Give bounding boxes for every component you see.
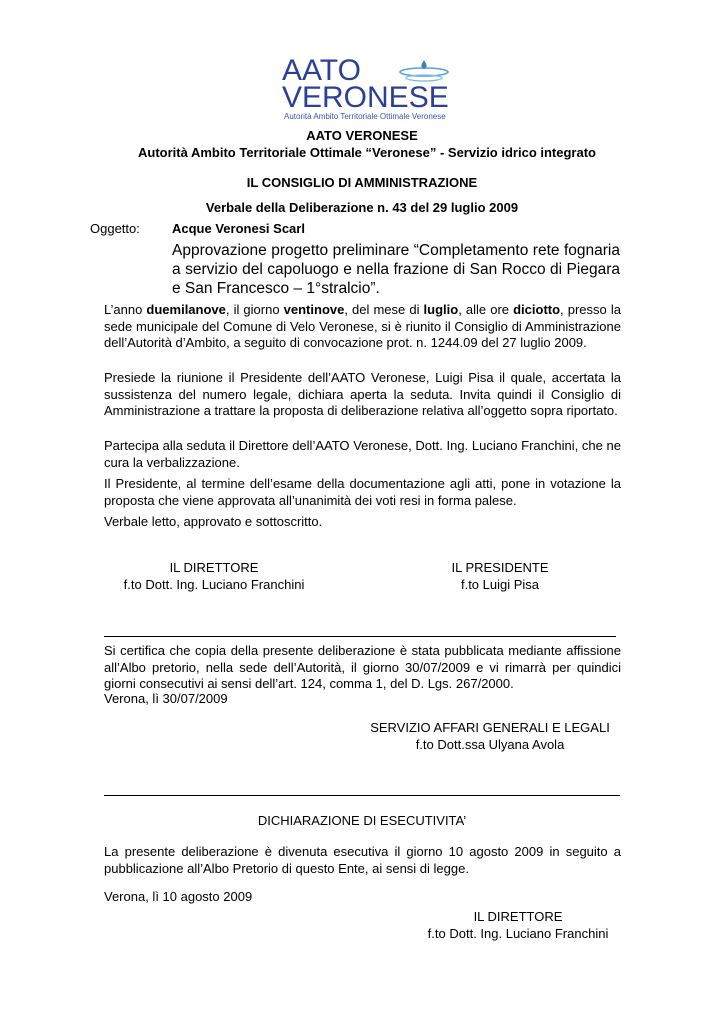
paragraph-meeting: L’anno duemilanove, il giorno ventinove, del mese di luglio, alle ore diciotto, presso la sede municipale del Comune di Velo Veronese, si è riunito il Consiglio di Amministrazione dell’Autorità d’Ambito, a seguito di convocazione prot. n. 1244.09 del 27 luglio 2009.	[104, 302, 621, 350]
director-name: f.to Dott. Ing. Luciano Franchini	[123, 576, 305, 592]
paragraph-vote: Il Presidente, al termine dell’esame della documentazione agli atti, pone in votazione la proposta che viene approvata all’unanimità dei voti resi in forma palese.	[104, 476, 621, 508]
director-signature	[104, 560, 324, 593]
paragraph-approved: Verbale letto, approvato e sottoscritto.	[104, 514, 323, 529]
director-title: IL DIRETTORE	[169, 560, 259, 575]
president-name: f.to Luigi Pisa	[460, 576, 540, 592]
paragraph-director: Partecipa alla seduta il Direttore dell’AATO Veronese, Dott. Ing. Luciano Franchini, che ne cura la verbalizzazione.	[104, 438, 621, 470]
org-heading: AATO VERONESE	[306, 128, 418, 143]
executivity-text: La presente deliberazione è divenuta esecutiva il giorno 10 agosto 2009 in seguito a pubblicazione all’Albo Pretorio di questo Ente, ai sensi di legge.	[104, 844, 621, 876]
executivity-place-date: Verona, lì 10 agosto 2009	[104, 889, 253, 904]
logo-text-aato: AATO	[282, 54, 361, 87]
president-title: IL PRESIDENTE	[451, 560, 549, 575]
certification-signature	[340, 720, 640, 753]
separator-line	[104, 795, 620, 796]
subject-company: Acque Veronesi Scarl	[172, 221, 305, 236]
certification-place-date: Verona, lì 30/07/2009	[104, 691, 228, 706]
subject-text: Approvazione progetto preliminare “Completamento rete fognaria a servizio del capoluogo e nella frazione di San Rocco di Piegara e San Francesco – 1°stralcio”.	[172, 242, 620, 297]
executivity-signature	[398, 909, 638, 942]
executivity-signer-title: IL DIRETTORE	[473, 909, 563, 924]
certification-office: SERVIZIO AFFARI GENERALI E LEGALI	[370, 720, 610, 735]
logo-subtitle: Autorità Ambito Territoriale Ottimale Veronese	[284, 112, 446, 121]
verbale-heading: Verbale della Deliberazione n. 43 del 29 luglio 2009	[205, 200, 519, 215]
subject-label: Oggetto:	[90, 221, 140, 236]
paragraph-president: Presiede la riunione il Presidente dell’AATO Veronese, Luigi Pisa il quale, accertata la sussistenza del numero legale, dichiara aperta la seduta. Invita quindi il Consiglio di Amministrazione a trattare la proposta di deliberazione relativa all’oggetto sopra riportato.	[104, 370, 621, 418]
logo-text-veronese: VERONESE	[282, 81, 449, 114]
aato-logo	[282, 56, 467, 124]
org-full-heading: Autorità Ambito Territoriale Ottimale “Veronese” - Servizio idrico integrato	[138, 145, 596, 160]
certification-signer: f.to Dott.ssa Ulyana Avola	[415, 736, 565, 752]
certification-text: Si certifica che copia della presente deliberazione è stata pubblicata mediante affissione all’Albo pretorio, nella sede dell’Autorità, il giorno 30/07/2009 e vi rimarrà per quindici giorni consecutivi ai sensi dell’art. 124, comma 1, del D. Lgs. 267/2000.	[104, 643, 621, 691]
executivity-signer-name: f.to Dott. Ing. Luciano Franchini	[427, 925, 609, 941]
president-signature	[420, 560, 580, 593]
board-heading: IL CONSIGLIO DI AMMINISTRAZIONE	[246, 175, 478, 190]
separator-line	[104, 636, 616, 637]
executivity-title: DICHIARAZIONE DI ESECUTIVITA’	[257, 813, 467, 828]
